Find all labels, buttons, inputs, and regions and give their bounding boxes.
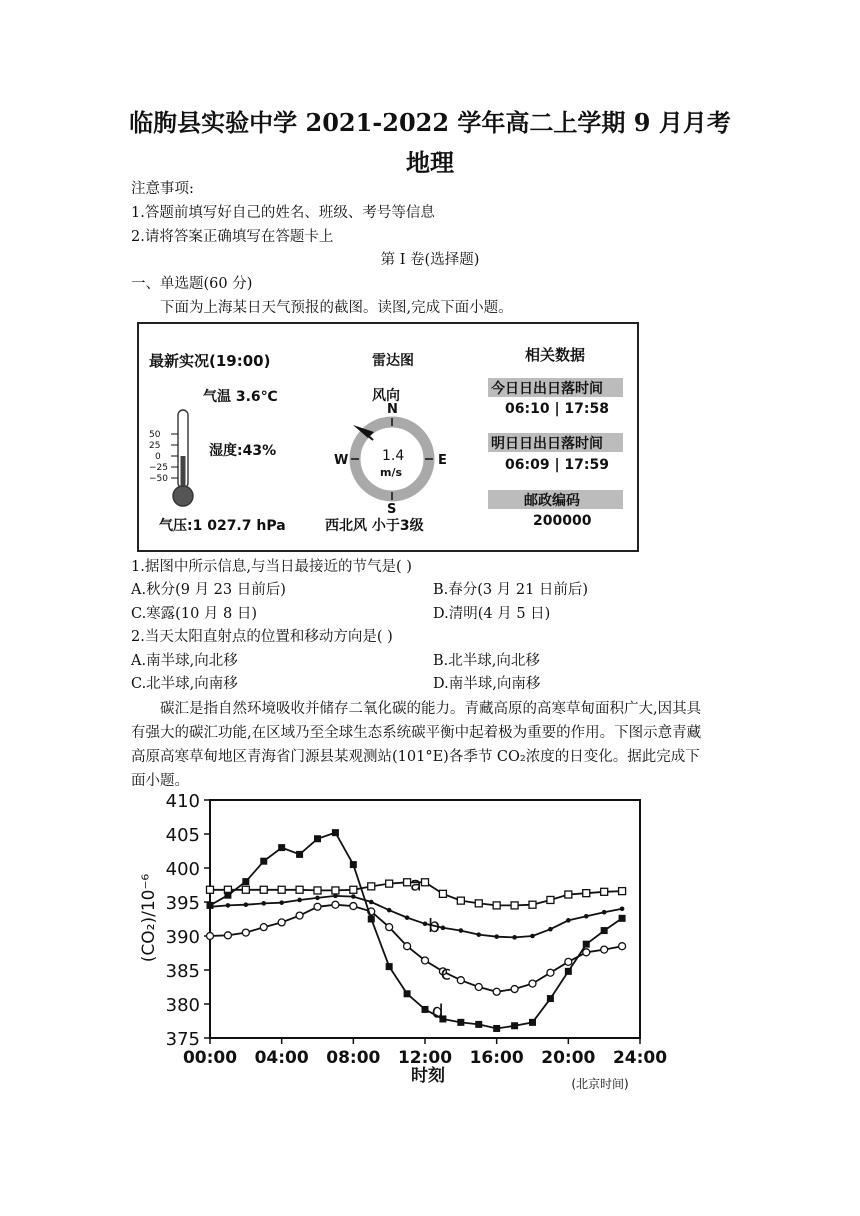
intro2-line-3: 高原高寒草甸地区青海省门源县某观测站(101°E)各季节 CO₂浓度的日变化。据此完成下 (131, 749, 700, 765)
point-d (475, 1021, 482, 1028)
point-b (423, 921, 428, 926)
point-c (422, 957, 429, 964)
point-a (547, 896, 554, 903)
volume-title: 第 I 卷(选择题) (380, 252, 480, 268)
latest-conditions-label: 最新实况(19:00) (149, 352, 271, 370)
point-d (565, 968, 572, 975)
exam-subject: 地理 (406, 148, 454, 177)
point-b (548, 927, 553, 932)
compass-east: E (438, 453, 447, 468)
point-c (601, 946, 608, 953)
x-tick-label: 04:00 (254, 1048, 309, 1068)
y-tick-label: 380 (165, 995, 200, 1016)
point-c (529, 980, 536, 987)
series-line-b (210, 896, 622, 938)
point-c (404, 943, 411, 950)
point-c (511, 986, 518, 993)
point-c (260, 924, 267, 931)
thermo-tick-0: 0 (155, 452, 161, 462)
point-d (368, 916, 375, 923)
today-sun-times: 06:10 | 17:58 (505, 401, 609, 417)
point-a (332, 887, 339, 894)
point-a (260, 886, 267, 893)
y-tick-label: 390 (165, 927, 200, 948)
point-d (529, 1019, 536, 1026)
point-c (565, 958, 572, 965)
point-a (386, 880, 393, 887)
question-2-option-a: A.南半球,向北移 (131, 653, 238, 669)
point-c (314, 903, 321, 910)
y-tick-label: 385 (165, 961, 200, 982)
point-c (583, 949, 590, 956)
question-1-option-b: B.春分(3 月 21 日前后) (433, 582, 589, 598)
wind-description: 西北风 小于3级 (325, 518, 424, 534)
notes-heading: 注意事项: (131, 181, 194, 197)
point-d (457, 1019, 464, 1026)
point-c (278, 919, 285, 926)
point-d (207, 902, 214, 909)
point-c (207, 933, 214, 940)
wind-direction-label: 风向 (372, 388, 400, 404)
postcode-value: 200000 (533, 513, 592, 529)
point-a (601, 888, 608, 895)
point-c (296, 912, 303, 919)
point-b (620, 907, 625, 912)
question-1-stem: 1.据图中所示信息,与当日最接近的节气是( ) (131, 559, 412, 575)
series-line-d (210, 833, 622, 1029)
point-a (242, 886, 249, 893)
point-b (512, 935, 517, 940)
point-b (279, 900, 284, 905)
point-d (296, 851, 303, 858)
point-d (422, 1006, 429, 1013)
y-tick-label: 375 (165, 1029, 200, 1050)
wind-speed-unit: m/s (380, 466, 403, 479)
wind-speed-value: 1.4 (382, 448, 405, 464)
intro2-line-1: 碳汇是指自然环境吸收并储存二氧化碳的能力。青藏高原的高寒草甸面积广大,因其具 (160, 701, 702, 717)
point-a (457, 897, 464, 904)
point-c (332, 901, 339, 908)
radar-label: 雷达图 (372, 353, 414, 369)
y-tick-label: 400 (165, 859, 200, 880)
point-a (511, 902, 518, 909)
series-line-c (210, 905, 622, 992)
point-d (601, 927, 608, 934)
weather-forecast-panel (137, 322, 639, 552)
co2-daily-chart (130, 790, 670, 1100)
pressure-text: 气压:1 027.7 hPa (159, 518, 286, 534)
point-c (386, 924, 393, 931)
point-d (404, 990, 411, 997)
humidity-text: 湿度:43% (209, 443, 277, 459)
wind-compass (332, 402, 452, 514)
series-label-b: b (428, 914, 441, 937)
compass-south: S (387, 502, 397, 514)
point-c (619, 943, 626, 950)
series-label-d: d (431, 1000, 444, 1023)
compass-north: N (387, 402, 398, 417)
question-1-option-c: C.寒露(10 月 8 日) (131, 606, 258, 622)
point-d (242, 878, 249, 885)
x-tick-label: 00:00 (182, 1048, 238, 1068)
point-d (547, 995, 554, 1002)
today-sun-label: 今日日出日落时间 (491, 381, 603, 397)
postcode-label: 邮政编码 (524, 493, 580, 509)
point-b (584, 914, 589, 919)
y-tick-label: 410 (165, 791, 200, 812)
point-d (332, 829, 339, 836)
x-tick-label: 24:00 (612, 1048, 668, 1068)
point-b (244, 902, 249, 907)
temperature-text: 气温 3.6℃ (203, 389, 278, 405)
point-b (369, 900, 374, 905)
point-a (296, 886, 303, 893)
x-axis-label: 时刻 (411, 1066, 445, 1086)
thermo-tick-25: 25 (149, 441, 161, 451)
tomorrow-sun-label: 明日日出日落时间 (491, 436, 603, 452)
question-1-option-d: D.清明(4 月 5 日) (433, 606, 551, 622)
point-b (351, 894, 356, 899)
point-b (297, 898, 302, 903)
note-item-2: 2.请将答案正确填写在答题卡上 (131, 229, 334, 245)
point-c (457, 977, 464, 984)
thermo-tick-50: 50 (149, 430, 161, 440)
point-b (459, 928, 464, 933)
question-2-option-c: C.北半球,向南移 (131, 676, 238, 692)
x-tick-label: 08:00 (326, 1048, 381, 1068)
point-b (261, 901, 266, 906)
point-c (242, 929, 249, 936)
point-a (529, 901, 536, 908)
question-2-option-d: D.南半球,向南移 (433, 676, 541, 692)
point-d (583, 941, 590, 948)
point-a (422, 879, 429, 886)
point-a (350, 886, 357, 893)
point-c (493, 988, 500, 995)
point-d (224, 892, 231, 899)
intro2-line-4: 面小题。 (131, 773, 189, 789)
point-b (405, 915, 410, 920)
point-a (475, 900, 482, 907)
section-title: 一、单选题(60 分) (131, 276, 253, 292)
point-c (547, 969, 554, 976)
point-b (441, 926, 446, 931)
point-c (350, 903, 357, 910)
related-data-label: 相关数据 (525, 346, 586, 364)
thermo-tick-minus50: −50 (149, 474, 168, 484)
point-b (494, 934, 499, 939)
y-tick-label: 405 (165, 825, 200, 846)
point-d (511, 1022, 518, 1029)
thermometer-icon (149, 406, 199, 510)
point-d (493, 1025, 500, 1032)
note-item-1: 1.答题前填写好自己的姓名、班级、考号等信息 (131, 205, 435, 221)
question-2-option-b: B.北半球,向北移 (433, 653, 540, 669)
point-b (315, 896, 320, 901)
x-tick-label: 12:00 (397, 1048, 453, 1068)
point-b (476, 932, 481, 937)
point-c (475, 984, 482, 991)
point-a (619, 888, 626, 895)
exam-title: 临朐县实验中学 2021-2022 学年高二上学期 9 月月考 (129, 108, 731, 137)
point-d (278, 844, 285, 851)
compass-west: W (334, 453, 349, 468)
point-d (386, 963, 393, 970)
point-a (278, 886, 285, 893)
point-a (583, 890, 590, 897)
question-intro-1: 下面为上海某日天气预报的截图。读图,完成下面小题。 (160, 300, 513, 316)
point-b (530, 934, 535, 939)
series-label-a: a (410, 873, 422, 896)
point-d (314, 835, 321, 842)
point-b (387, 908, 392, 913)
y-axis-label: (CO₂)/10⁻⁶ (139, 873, 159, 963)
thermo-tick-minus25: −25 (149, 463, 168, 473)
point-a (314, 887, 321, 894)
x-tick-label: 20:00 (541, 1048, 596, 1068)
question-1-option-a: A.秋分(9 月 23 日前后) (131, 582, 286, 598)
point-b (566, 918, 571, 923)
point-c (224, 932, 231, 939)
point-d (619, 915, 626, 922)
y-tick-label: 395 (165, 893, 200, 914)
series-label-c: c (440, 962, 452, 985)
question-2-stem: 2.当天太阳直射点的位置和移动方向是( ) (131, 629, 393, 645)
point-a (368, 883, 375, 890)
point-a (439, 890, 446, 897)
point-a (493, 902, 500, 909)
x-tick-label: 16:00 (469, 1048, 524, 1068)
point-b (333, 894, 338, 899)
point-d (350, 861, 357, 868)
point-a (207, 886, 214, 893)
intro2-line-2: 有强大的碳汇功能,在区域乃至全球生态系统碳平衡中起着极为重要的作用。下图示意青藏 (131, 725, 702, 741)
time-zone-note: (北京时间) (571, 1077, 629, 1091)
point-b (602, 910, 607, 915)
point-a (565, 891, 572, 898)
point-d (260, 858, 267, 865)
point-b (226, 903, 231, 908)
tomorrow-sun-times: 06:09 | 17:59 (505, 457, 609, 473)
